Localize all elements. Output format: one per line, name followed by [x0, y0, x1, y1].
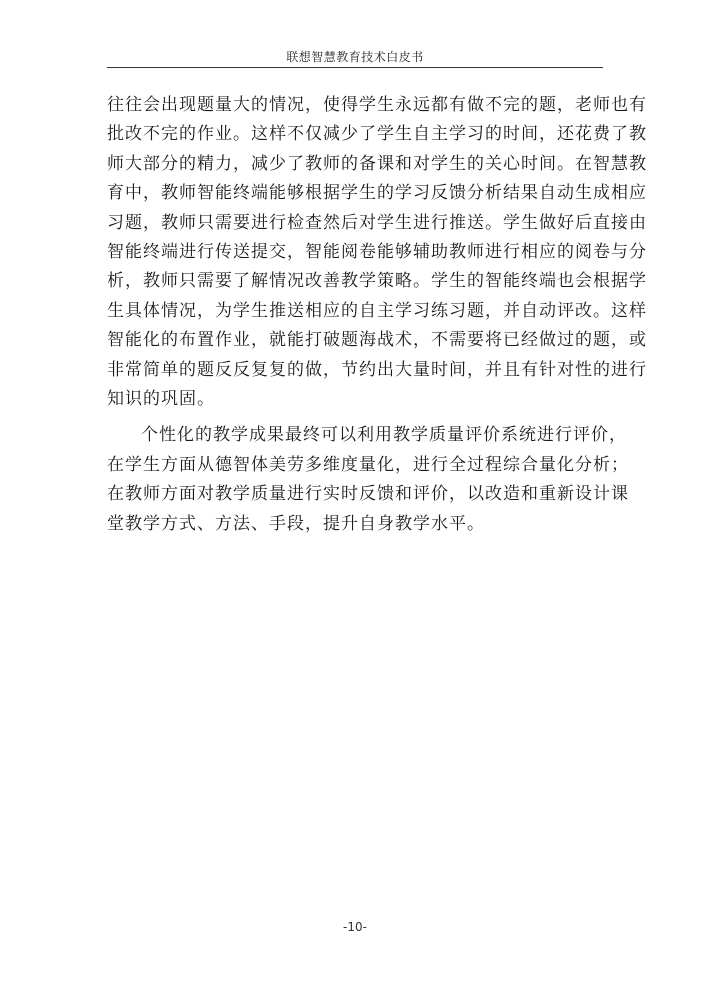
paragraph-1	[107, 91, 647, 414]
text-line: 在学生方面从德智体美劳多维度量化，进行全过程综合量化分析；	[107, 454, 629, 475]
paragraph-2	[107, 421, 629, 539]
text-line: 师大部分的精力，减少了教师的备课和对学生的关心时间。在智慧教	[107, 153, 647, 174]
text-line: 知识的巩固。	[107, 389, 215, 410]
text-line: 析，教师只需要了解情况改善教学策略。学生的智能终端也会根据学	[107, 271, 647, 292]
text-line: 批改不完的作业。这样不仅减少了学生自主学习的时间，还花费了教	[107, 124, 647, 145]
body-text	[107, 91, 647, 539]
text-line: 堂教学方式、方法、手段，提升自身教学水平。	[107, 513, 485, 534]
header-divider	[107, 67, 603, 68]
text-line: 非常简单的题反反复复的做，节约出大量时间，并且有针对性的进行	[107, 359, 647, 380]
text-line: 智能终端进行传送提交，智能阅卷能够辅助教师进行相应的阅卷与分	[107, 242, 647, 263]
text-line: 在教师方面对教学质量进行实时反馈和评价，以改造和重新设计课	[107, 484, 629, 505]
page-number: -10-	[343, 920, 367, 934]
text-line: 习题，教师只需要进行检查然后对学生进行推送。学生做好后直接由	[107, 212, 647, 233]
text-line: 育中，教师智能终端能够根据学生的学习反馈分析结果自动生成相应	[107, 183, 647, 204]
text-line: 个性化的教学成果最终可以利用教学质量评价系统进行评价，	[141, 425, 627, 446]
text-line: 智能化的布置作业，就能打破题海战术，不需要将已经做过的题，或	[107, 330, 647, 351]
text-line: 生具体情况，为学生推送相应的自主学习练习题，并自动评改。这样	[107, 300, 647, 321]
text-line: 往往会出现题量大的情况，使得学生永远都有做不完的题，老师也有	[107, 95, 647, 115]
running-header: 联想智慧教育技术白皮书	[286, 50, 424, 64]
